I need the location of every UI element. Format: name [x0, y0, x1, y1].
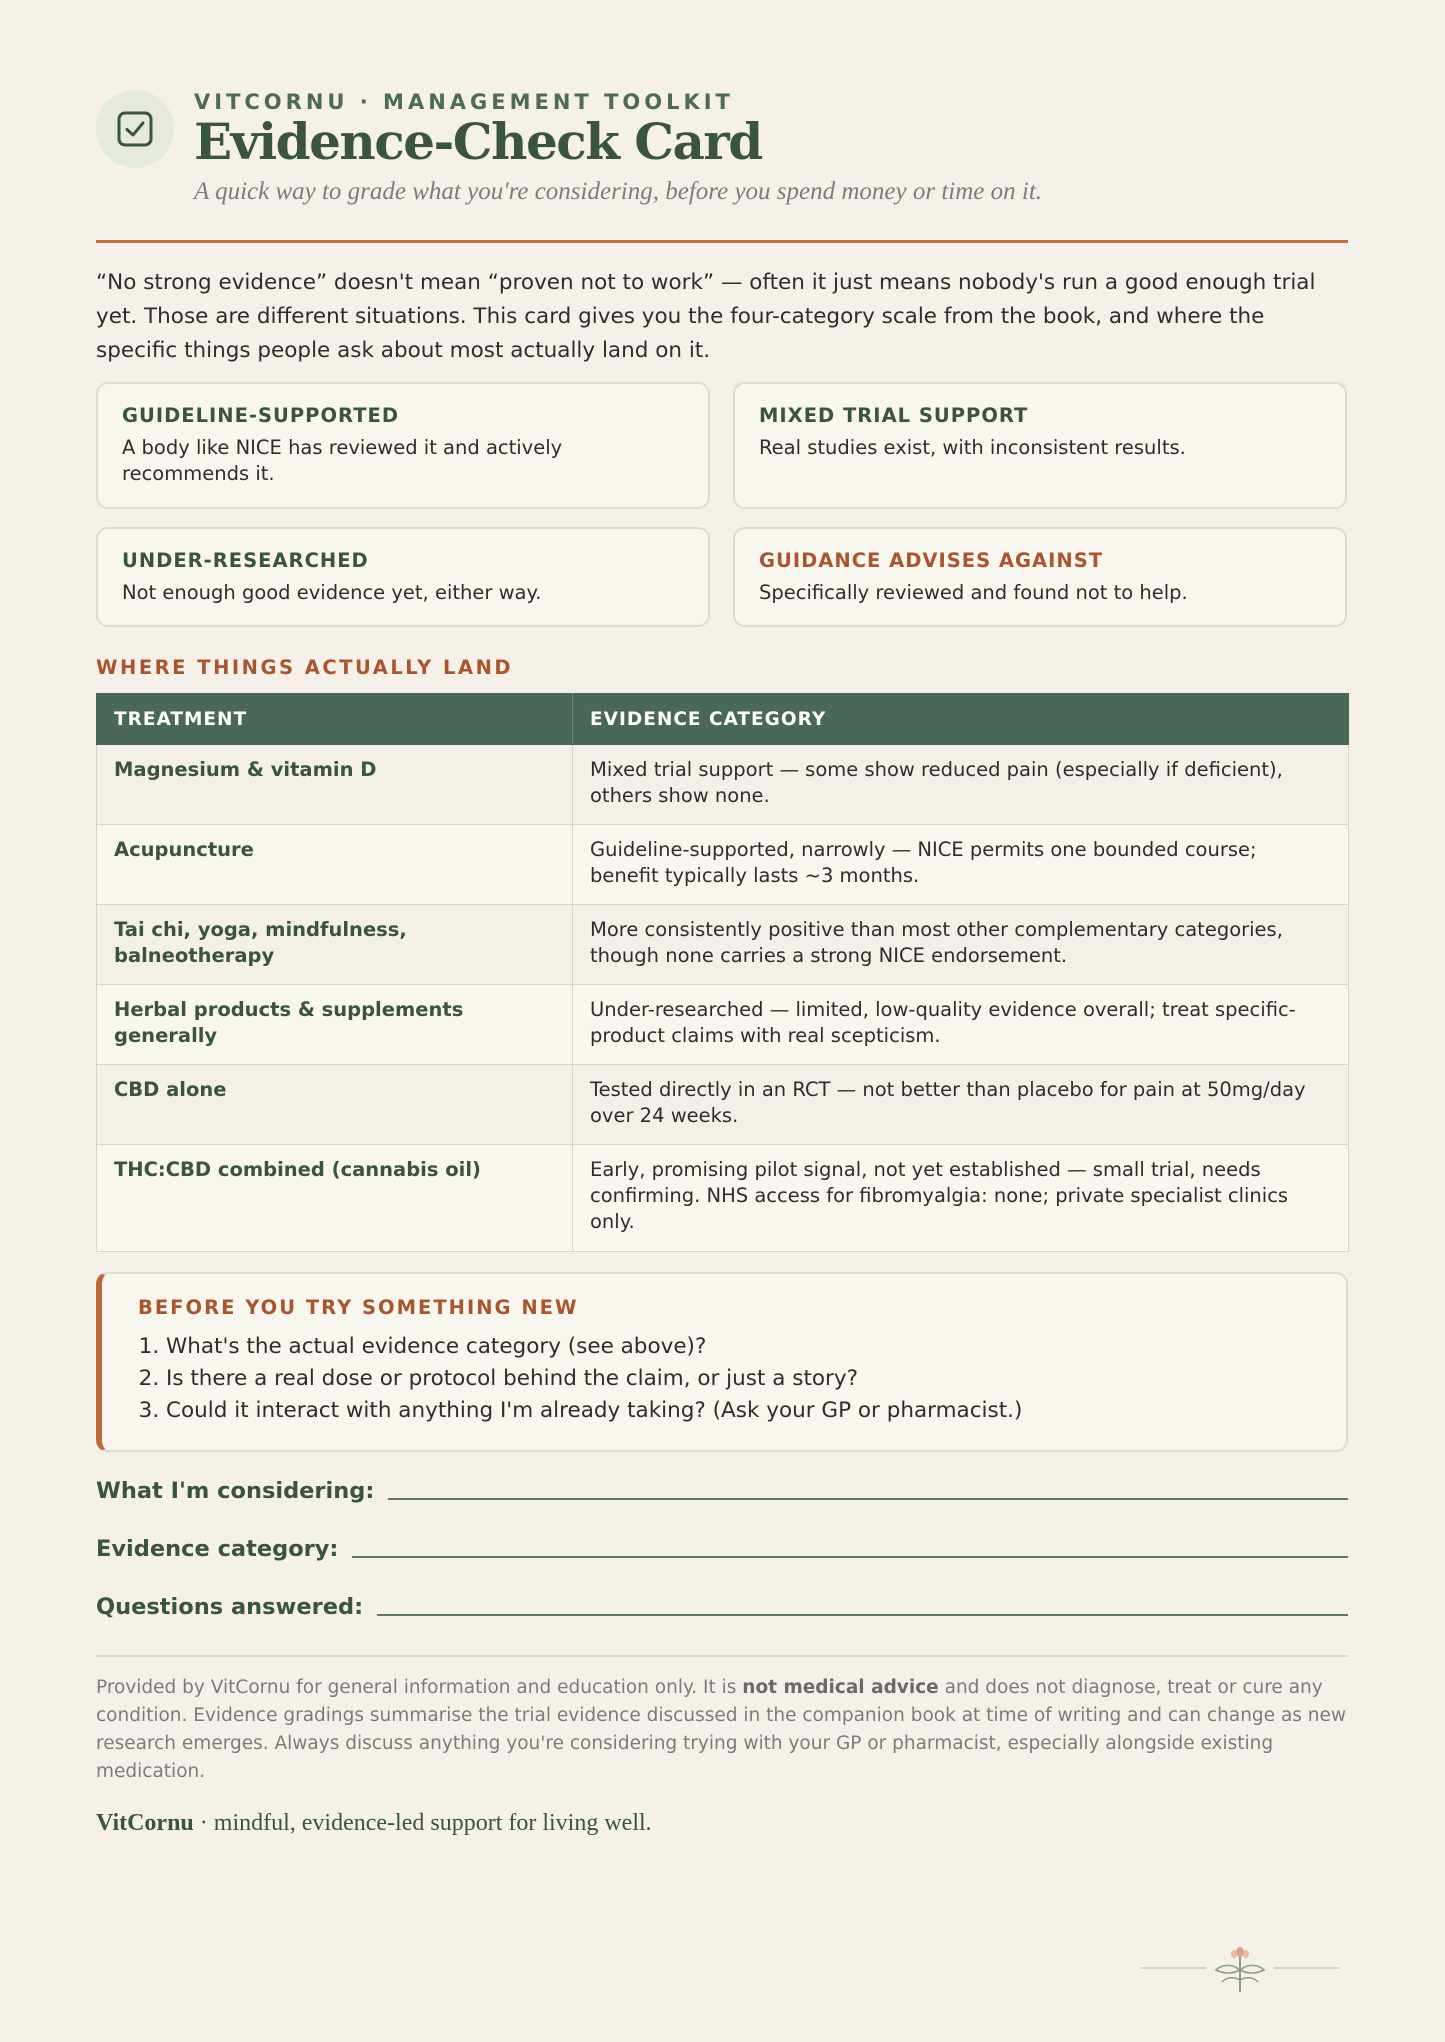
category-card-mixed-trial-support — [733, 382, 1347, 509]
table-row — [97, 825, 1349, 905]
category-title: UNDER-RESEARCHED — [122, 549, 369, 572]
category-card-under-researched — [96, 527, 710, 627]
list-item: 3. Could it interact with anything I'm already taking? (Ask your GP or pharmacist.) — [166, 1395, 1310, 1427]
table-row — [97, 1065, 1349, 1145]
list-item: 2. Is there a real dose or protocol behind the claim, or just a story? — [166, 1363, 1310, 1395]
header-divider — [96, 240, 1348, 243]
treatment-cell: Magnesium & vitamin D — [97, 745, 573, 825]
evidence-cell: Under-researched — limited, low-quality evidence overall; treat specific-product claims with real scepticism. — [573, 985, 1349, 1065]
brand-tagline: · mindful, evidence-led support for living well. — [193, 1810, 652, 1836]
brand-signoff — [96, 1810, 652, 1837]
column-header-evidence-category: EVIDENCE CATEGORY — [573, 694, 1349, 745]
disclaimer-emphasis: not medical advice — [742, 1677, 939, 1698]
sprout-emblem-icon — [1140, 1940, 1340, 1996]
table-row — [97, 985, 1349, 1065]
column-header-treatment: TREATMENT — [97, 694, 573, 745]
table-header-row — [97, 694, 1349, 745]
field-label: Questions answered: — [96, 1594, 364, 1620]
table-row — [97, 905, 1349, 985]
field-considering — [96, 1478, 1348, 1504]
question-list — [138, 1331, 1310, 1427]
evidence-cell: Guideline-supported, narrowly — NICE permits one bounded course; benefit typically lasts ~3 months. — [573, 825, 1349, 905]
before-you-try-callout — [96, 1272, 1348, 1452]
evidence-check-card — [96, 0, 1348, 1836]
table-row — [97, 1145, 1349, 1252]
checkbox-check-icon — [96, 90, 174, 168]
evidence-cell: Tested directly in an RCT — not better than placebo for pain at 50mg/day over 24 weeks. — [573, 1065, 1349, 1145]
evidence-table — [96, 693, 1349, 1252]
category-description: A body like NICE has reviewed it and actively recommends it. — [122, 436, 563, 485]
treatment-cell: Tai chi, yoga, mindfulness, balneotherapy — [97, 905, 573, 985]
table-row — [97, 745, 1349, 825]
category-title: MIXED TRIAL SUPPORT — [759, 404, 1029, 427]
treatment-cell: THC:CBD combined (cannabis oil) — [97, 1145, 573, 1252]
footer-divider — [96, 1655, 1348, 1657]
evidence-cell: Mixed trial support — some show reduced pain (especially if deficient), others show none. — [573, 745, 1349, 825]
category-description: Not enough good evidence yet, either way. — [122, 581, 542, 604]
disclaimer — [96, 1674, 1348, 1786]
eyebrow: VITCORNU · MANAGEMENT TOOLKIT — [194, 90, 734, 114]
category-card-guidance-advises-against — [733, 527, 1347, 627]
header — [96, 0, 1348, 242]
disclaimer-text: Provided by VitCornu for general information and education only. It is — [96, 1677, 743, 1698]
evidence-cell: More consistently positive than most other complementary categories, though none carries a strong NICE endorsement. — [573, 905, 1349, 985]
section-label-where: WHERE THINGS ACTUALLY LAND — [96, 656, 514, 679]
treatment-cell: Herbal products & supplements generally — [97, 985, 573, 1065]
treatment-cell: Acupuncture — [97, 825, 573, 905]
brand-name: VitCornu — [96, 1810, 194, 1836]
evidence-cell: Early, promising pilot signal, not yet established — small trial, needs confirming. NHS access for fibromyalgia: none; private specialist clinics only. — [573, 1145, 1349, 1252]
category-title: GUIDANCE ADVISES AGAINST — [759, 549, 1104, 572]
intro-paragraph: “No strong evidence” doesn't mean “proven not to work” — often it just means nobody's run a good enough trial yet. Those are different situations. This card gives you the four-category scale from the book, and where the specific things people ask about most actually land on it. — [96, 270, 1316, 363]
category-description: Real studies exist, with inconsistent results. — [759, 436, 1186, 459]
page-subtitle: A quick way to grade what you're considering, before you spend money or time on it. — [194, 178, 1043, 205]
category-title: GUIDELINE-SUPPORTED — [122, 404, 400, 427]
page-title: Evidence-Check Card — [194, 112, 762, 171]
field-questions-answered — [96, 1594, 1348, 1620]
callout-title: BEFORE YOU TRY SOMETHING NEW — [138, 1296, 579, 1319]
field-evidence-category — [96, 1536, 1348, 1562]
write-in-line[interactable] — [388, 1498, 1348, 1500]
category-description: Specifically reviewed and found not to help. — [759, 581, 1188, 604]
category-card-guideline-supported — [96, 382, 710, 509]
field-label: What I'm considering: — [96, 1478, 375, 1504]
write-in-line[interactable] — [352, 1556, 1348, 1558]
list-item: 1. What's the actual evidence category (see above)? — [166, 1331, 1310, 1363]
disclaimer-text: and does not diagnose, treat or cure any condition. Evidence gradings summarise the trial evidence discussed in the companion book at time of writing and can change as new research emerges. Always discuss anything you're considering trying with your GP or pharmacist, especially alongside existing medication. — [96, 1677, 1347, 1782]
treatment-cell: CBD alone — [97, 1065, 573, 1145]
field-label: Evidence category: — [96, 1536, 339, 1562]
write-in-line[interactable] — [377, 1614, 1348, 1616]
